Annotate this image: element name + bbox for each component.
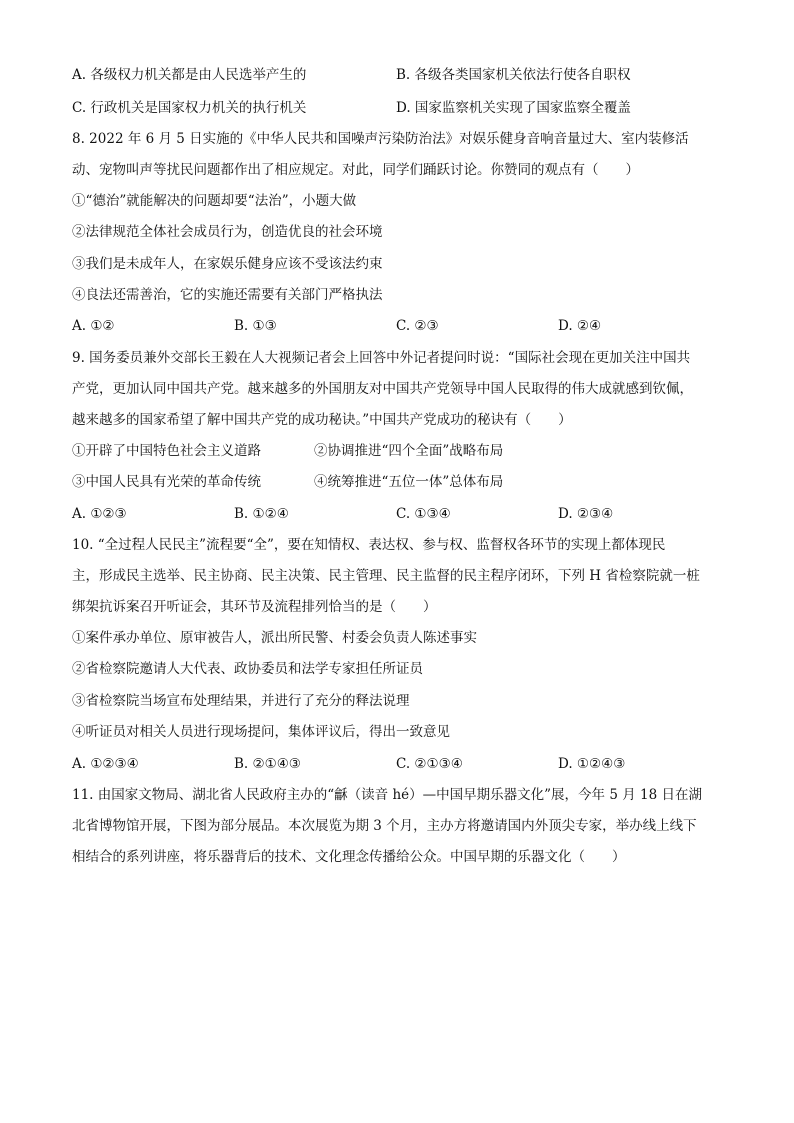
q10-option-b: B. ②①④③: [234, 756, 301, 772]
q9-option-c: C. ①③④: [396, 506, 451, 522]
q11-stem-line: 相结合的系列讲座，将乐器背后的技术、文化理念传播给公众。中国早期的乐器文化（ ）: [72, 849, 626, 865]
q9-stem-line: 9. 国务委员兼外交部长王毅在人大视频记者会上回答中外记者提问时说：“国际社会现在更加关注中国共: [72, 350, 691, 366]
q9-statement-4: ④统筹推进“五位一体”总体布局: [314, 474, 504, 490]
q9-statement-1: ①开辟了中国特色社会主义道路: [72, 443, 261, 459]
q10-stem-line: 绑架抗诉案召开听证会，其环节及流程排列恰当的是（ ）: [72, 599, 437, 615]
q9-option-a: A. ①②③: [72, 506, 127, 522]
q8-statement-2: ②法律规范全体社会成员行为，创造优良的社会环境: [72, 224, 383, 240]
q10-statement-1: ①案件承办单位、原审被告人，派出所民警、村委会负责人陈述事实: [72, 630, 477, 646]
q7-option-b: B. 各级各类国家机关依法行使各自职权: [396, 67, 631, 83]
q8-statement-3: ③我们是未成年人，在家娱乐健身应该不受该法约束: [72, 256, 383, 272]
q10-stem-line: 10. “全过程人民民主”流程要“全”，要在知情权、表达权、参与权、监督权各环节的实现上都体现民: [72, 537, 666, 553]
q11-stem-line: 11. 由国家文物局、湖北省人民政府主办的“龢（读音 hé）—中国早期乐器文化”展，今年 5 月 18 日在湖: [72, 787, 702, 803]
q9-statement-3: ③中国人民具有光荣的革命传统: [72, 474, 261, 490]
q10-option-c: C. ②①③④: [396, 756, 463, 772]
q8-option-c: C. ②③: [396, 318, 439, 334]
q8-stem-line: 动、宠物叫声等扰民问题都作出了相应规定。对此，同学们踊跃讨论。你赞同的观点有（ ）: [72, 162, 639, 178]
q10-statement-3: ③省检察院当场宣布处理结果，并进行了充分的释法说理: [72, 693, 410, 709]
q10-stem-line: 主，形成民主选举、民主协商、民主决策、民主管理、民主监督的民主程序闭环，下列 H 省检察院就一桩: [72, 568, 700, 584]
q8-stem-line: 8. 2022 年 6 月 5 日实施的《中华人民共和国噪声污染防治法》对娱乐健身音响音量过大、室内装修活: [72, 131, 689, 147]
q9-option-d: D. ②③④: [558, 506, 614, 522]
q11-stem-line: 北省博物馆开展，下图为部分展品。本次展览为期 3 个月，主办方将邀请国内外顶尖专家，举办线上线下: [72, 818, 697, 834]
q9-option-b: B. ①②④: [234, 506, 289, 522]
q8-option-a: A. ①②: [72, 318, 115, 334]
q7-option-d: D. 国家监察机关实现了国家监察全覆盖: [396, 100, 631, 116]
q10-statement-4: ④听证员对相关人员进行现场提问，集体评议后，得出一致意见: [72, 724, 450, 740]
q7-option-a: A. 各级权力机关都是由人民选举产生的: [72, 67, 307, 83]
q10-option-d: D. ①②④③: [558, 756, 626, 772]
q8-option-b: B. ①③: [234, 318, 277, 334]
q10-statement-2: ②省检察院邀请人大代表、政协委员和法学专家担任所证员: [72, 661, 423, 677]
q8-statement-4: ④良法还需善治，它的实施还需要有关部门严格执法: [72, 287, 383, 303]
q9-statement-2: ②协调推进“四个全面”战略布局: [314, 443, 504, 459]
q8-option-d: D. ②④: [558, 318, 602, 334]
q9-stem-line: 产党，更加认同中国共产党。越来越多的外国朋友对中国共产党领导中国人民取得的伟大成就感到钦佩，: [72, 381, 693, 397]
q9-stem-line: 越来越多的国家希望了解中国共产党的成功秘诀。”中国共产党成功的秘诀有（ ）: [72, 412, 572, 428]
q7-option-c: C. 行政机关是国家权力机关的执行机关: [72, 100, 307, 116]
q8-statement-1: ①“德治”就能解决的问题却要“法治”，小题大做: [72, 193, 357, 209]
q10-option-a: A. ①②③④: [72, 756, 139, 772]
